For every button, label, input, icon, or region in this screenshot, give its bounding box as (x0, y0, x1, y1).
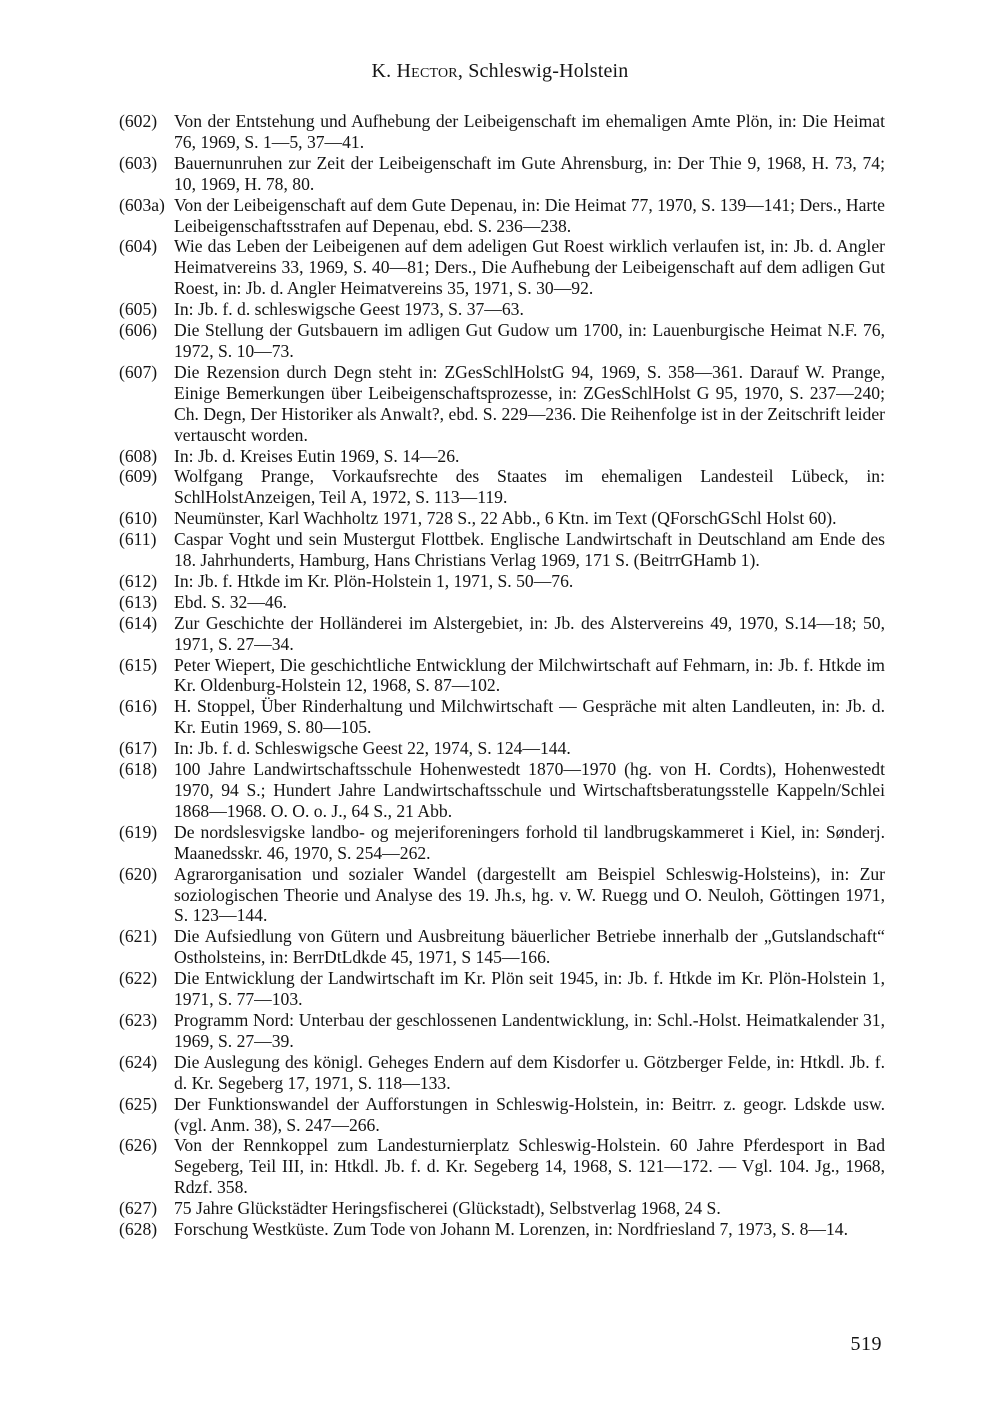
endnote-text: Programm Nord: Unterbau der geschlossenen Landentwicklung, in: Schl.-Holst. Heimatkalender 31, 1969, S. 27—39. (174, 1009, 885, 1051)
endnote (119, 529, 885, 571)
endnote-number: (614) (119, 612, 158, 633)
endnote-text: Neumünster, Karl Wachholtz 1971, 728 S., 22 Abb., 6 Ktn. im Text (QForschGSchl Holst 60). (174, 508, 837, 529)
endnote (119, 1094, 885, 1136)
endnote-number: (626) (119, 1135, 158, 1156)
endnote-number: (623) (119, 1009, 158, 1030)
endnote-text: Von der Leibeigenschaft auf dem Gute Depenau, in: Die Heimat 77, 1970, S. 139—141; Ders., Harte Leibeigenschaftsstrafen auf Depenau, ebd. S. 236—238. (174, 194, 885, 236)
endnote-text: In: Jb. f. d. schleswigsche Geest 1973, S. 37—63. (174, 299, 524, 320)
endnote (119, 759, 885, 822)
endnote-text: Agrarorganisation und sozialer Wandel (dargestellt am Beispiel Schleswig-Holsteins), in: Zur soziologischen Theorie und Analyse des 19. Jh.s, hg. v. W. Ruegg und O. Neuloh, Göttingen 1971, S. 123—144. (174, 863, 885, 926)
endnote (119, 508, 885, 529)
endnote-text: Peter Wiepert, Die geschichtliche Entwicklung der Milchwirtschaft auf Fehmarn, in: Jb. f. Htkde im Kr. Oldenburg-Holstein 12, 1968, S. 87—102. (174, 654, 885, 696)
endnote-number: (602) (119, 111, 158, 131)
endnote (119, 362, 885, 446)
endnote (119, 926, 885, 968)
endnote-text: Der Funktionswandel der Aufforstungen in Schleswig-Holstein, in: Beitrr. z. geogr. Ldskde usw. (vgl. Anm. 38), S. 247—266. (174, 1093, 885, 1135)
endnote (119, 1135, 885, 1198)
endnote (119, 738, 885, 759)
endnote (119, 153, 885, 195)
endnote-text: Zur Geschichte der Holländerei im Alstergebiet, in: Jb. des Alstervereins 49, 1970, S.14—18; 50, 1971, S. 27—34. (174, 612, 885, 654)
endnote (119, 236, 885, 299)
endnote (119, 446, 885, 467)
endnote-text: Wolfgang Prange, Vorkaufsrechte des Staates im ehemaligen Landesteil Lübeck, in: SchlHolstAnzeigen, Teil A, 1972, S. 113—119. (174, 466, 885, 508)
endnote-text: In: Jb. f. d. Schleswigsche Geest 22, 1974, S. 124—144. (174, 738, 571, 759)
endnote (119, 195, 885, 237)
endnote-number: (611) (119, 529, 157, 550)
endnote-number: (621) (119, 926, 158, 947)
endnote (119, 592, 885, 613)
endnote (119, 696, 885, 738)
endnote (119, 1052, 885, 1094)
endnote-number: (627) (119, 1198, 158, 1219)
endnote-text: Die Auslegung des königl. Geheges Endern auf dem Kisdorfer u. Götzberger Felde, in: Htkdl. Jb. f. d. Kr. Segeberg 17, 1971, S. 118—133. (174, 1051, 885, 1093)
endnote (119, 299, 885, 320)
endnotes-list (119, 111, 885, 1240)
endnote-number: (622) (119, 968, 158, 989)
endnote-number: (617) (119, 738, 158, 759)
endnote-number: (610) (119, 508, 158, 529)
endnote-number: (604) (119, 236, 158, 257)
endnote-text: Bauernunruhen zur Zeit der Leibeigenschaft im Gute Ahrensburg, in: Der Thie 9, 1968, H. 73, 74; 10, 1969, H. 78, 80. (174, 152, 885, 194)
endnote-text: Die Entwicklung der Landwirtschaft im Kr. Plön seit 1945, in: Jb. f. Htkde im Kr. Plön-Holstein 1, 1971, S. 77—103. (174, 968, 885, 1010)
endnote-text: Wie das Leben der Leibeigenen auf dem adeligen Gut Roest wirklich verlaufen ist, in: Jb. d. Angler Heimatvereins 33, 1969, S. 40—81; Ders., Die Aufhebung der Leibeigenschaft auf dem adligen Gut Roest, in: Jb. d. Angler Heimatvereins 35, 1971, S. 30—92. (174, 236, 885, 299)
endnote (119, 571, 885, 592)
endnote (119, 1010, 885, 1052)
endnote-number: (613) (119, 591, 158, 612)
endnote-number: (624) (119, 1051, 158, 1072)
endnote-text: 100 Jahre Landwirtschaftsschule Hohenwestedt 1870—1970 (hg. von H. Cordts), Hohenwestedt 1970, 94 S.; Hundert Jahre Landwirtschaftsschule und Wirtschaftsberatungsstelle Kappeln/Schlei 1868—1968. O. O. o. J., 64 S., 21 Abb. (174, 759, 885, 821)
running-head-title: , Schleswig-Holstein (457, 60, 629, 82)
endnote-number: (628) (119, 1219, 158, 1240)
endnote-text: In: Jb. f. Htkde im Kr. Plön-Holstein 1, 1971, S. 50—76. (174, 570, 574, 591)
endnote-text: Die Stellung der Gutsbauern im adligen Gut Gudow um 1700, in: Lauenburgische Heimat N.F. 76, 1972, S. 10—73. (174, 320, 885, 361)
endnote-number: (620) (119, 863, 158, 884)
endnote-number: (612) (119, 570, 158, 591)
endnote-number: (615) (119, 654, 158, 675)
endnote (119, 822, 885, 864)
endnote-text: In: Jb. d. Kreises Eutin 1969, S. 14—26. (174, 445, 460, 466)
endnote (119, 968, 885, 1010)
running-head-author: K. Hector (371, 60, 458, 82)
page-number: 519 (850, 1333, 882, 1355)
endnote-text: Die Aufsiedlung von Gütern und Ausbreitung bäuerlicher Betriebe innerhalb der „Gutslandschaft“ Ostholsteins, in: BerrDtLdkde 45, 1971, S 145—166. (174, 926, 885, 968)
running-head (0, 60, 1000, 83)
endnote (119, 613, 885, 655)
endnote-text: H. Stoppel, Über Rinderhaltung und Milchwirtschaft — Gespräche mit alten Landleuten, in: Jb. d. Kr. Eutin 1969, S. 80—105. (174, 696, 885, 738)
endnote-text: Von der Rennkoppel zum Landesturnierplatz Schleswig-Holstein. 60 Jahre Pferdesport in Bad Segeberg, Teil III, in: Htkdl. Jb. f. d. Kr. Segeberg 14, 1968, S. 121—172. — Vgl. 104. Jg., 1968, Rdzf. 358. (174, 1135, 885, 1198)
endnote-number: (609) (119, 466, 158, 487)
endnote-number: (605) (119, 299, 158, 320)
endnote-text: Die Rezension durch Degn steht in: ZGesSchlHolstG 94, 1969, S. 358—361. Darauf W. Prange, Einige Bemerkungen über Leibeigenschaftsprozesse, in: ZGesSchlHolst G 95, 1970, S. 237—240; Ch. Degn, Der Historiker als Anwalt?, ebd. S. 229—236. Die Reihenfolge ist in der Zeitschrift leider vertauscht worden. (174, 361, 885, 445)
endnote-text: Forschung Westküste. Zum Tode von Johann M. Lorenzen, in: Nordfriesland 7, 1973, S. 8—14. (174, 1219, 848, 1240)
endnote-text: Ebd. S. 32—46. (174, 591, 287, 612)
endnote-text: De nordslesvigske landbo- og mejeriforeningers forhold til landbrugskammeret i Kiel, in: Sønderj. Maanedsskr. 46, 1970, S. 254—262. (174, 821, 885, 863)
endnote-number: (603) (119, 152, 158, 173)
endnote (119, 864, 885, 927)
endnote (119, 320, 885, 362)
endnote-text: 75 Jahre Glückstädter Heringsfischerei (Glückstadt), Selbstverlag 1968, 24 S. (174, 1198, 721, 1219)
endnote-number: (603a) (119, 194, 165, 215)
endnote-number: (625) (119, 1093, 158, 1114)
endnote (119, 1219, 885, 1240)
endnote-number: (618) (119, 759, 158, 780)
endnote-number: (619) (119, 821, 158, 842)
endnote-number: (616) (119, 696, 158, 717)
endnote-number: (608) (119, 445, 158, 466)
endnote (119, 466, 885, 508)
endnote-text: Caspar Voght und sein Mustergut Flottbek. Englische Landwirtschaft in Deutschland am Ende des 18. Jahrhunderts, Hamburg, Hans Christians Verlag 1969, 171 S. (BeitrrGHamb 1). (174, 529, 885, 571)
endnote (119, 655, 885, 697)
endnote-number: (606) (119, 320, 158, 341)
endnote-text: Von der Entstehung und Aufhebung der Leibeigenschaft im ehemaligen Amte Plön, in: Die Heimat 76, 1969, S. 1—5, 37—41. (174, 111, 885, 152)
endnote (119, 111, 885, 153)
endnote-number: (607) (119, 361, 158, 382)
endnote (119, 1198, 885, 1219)
